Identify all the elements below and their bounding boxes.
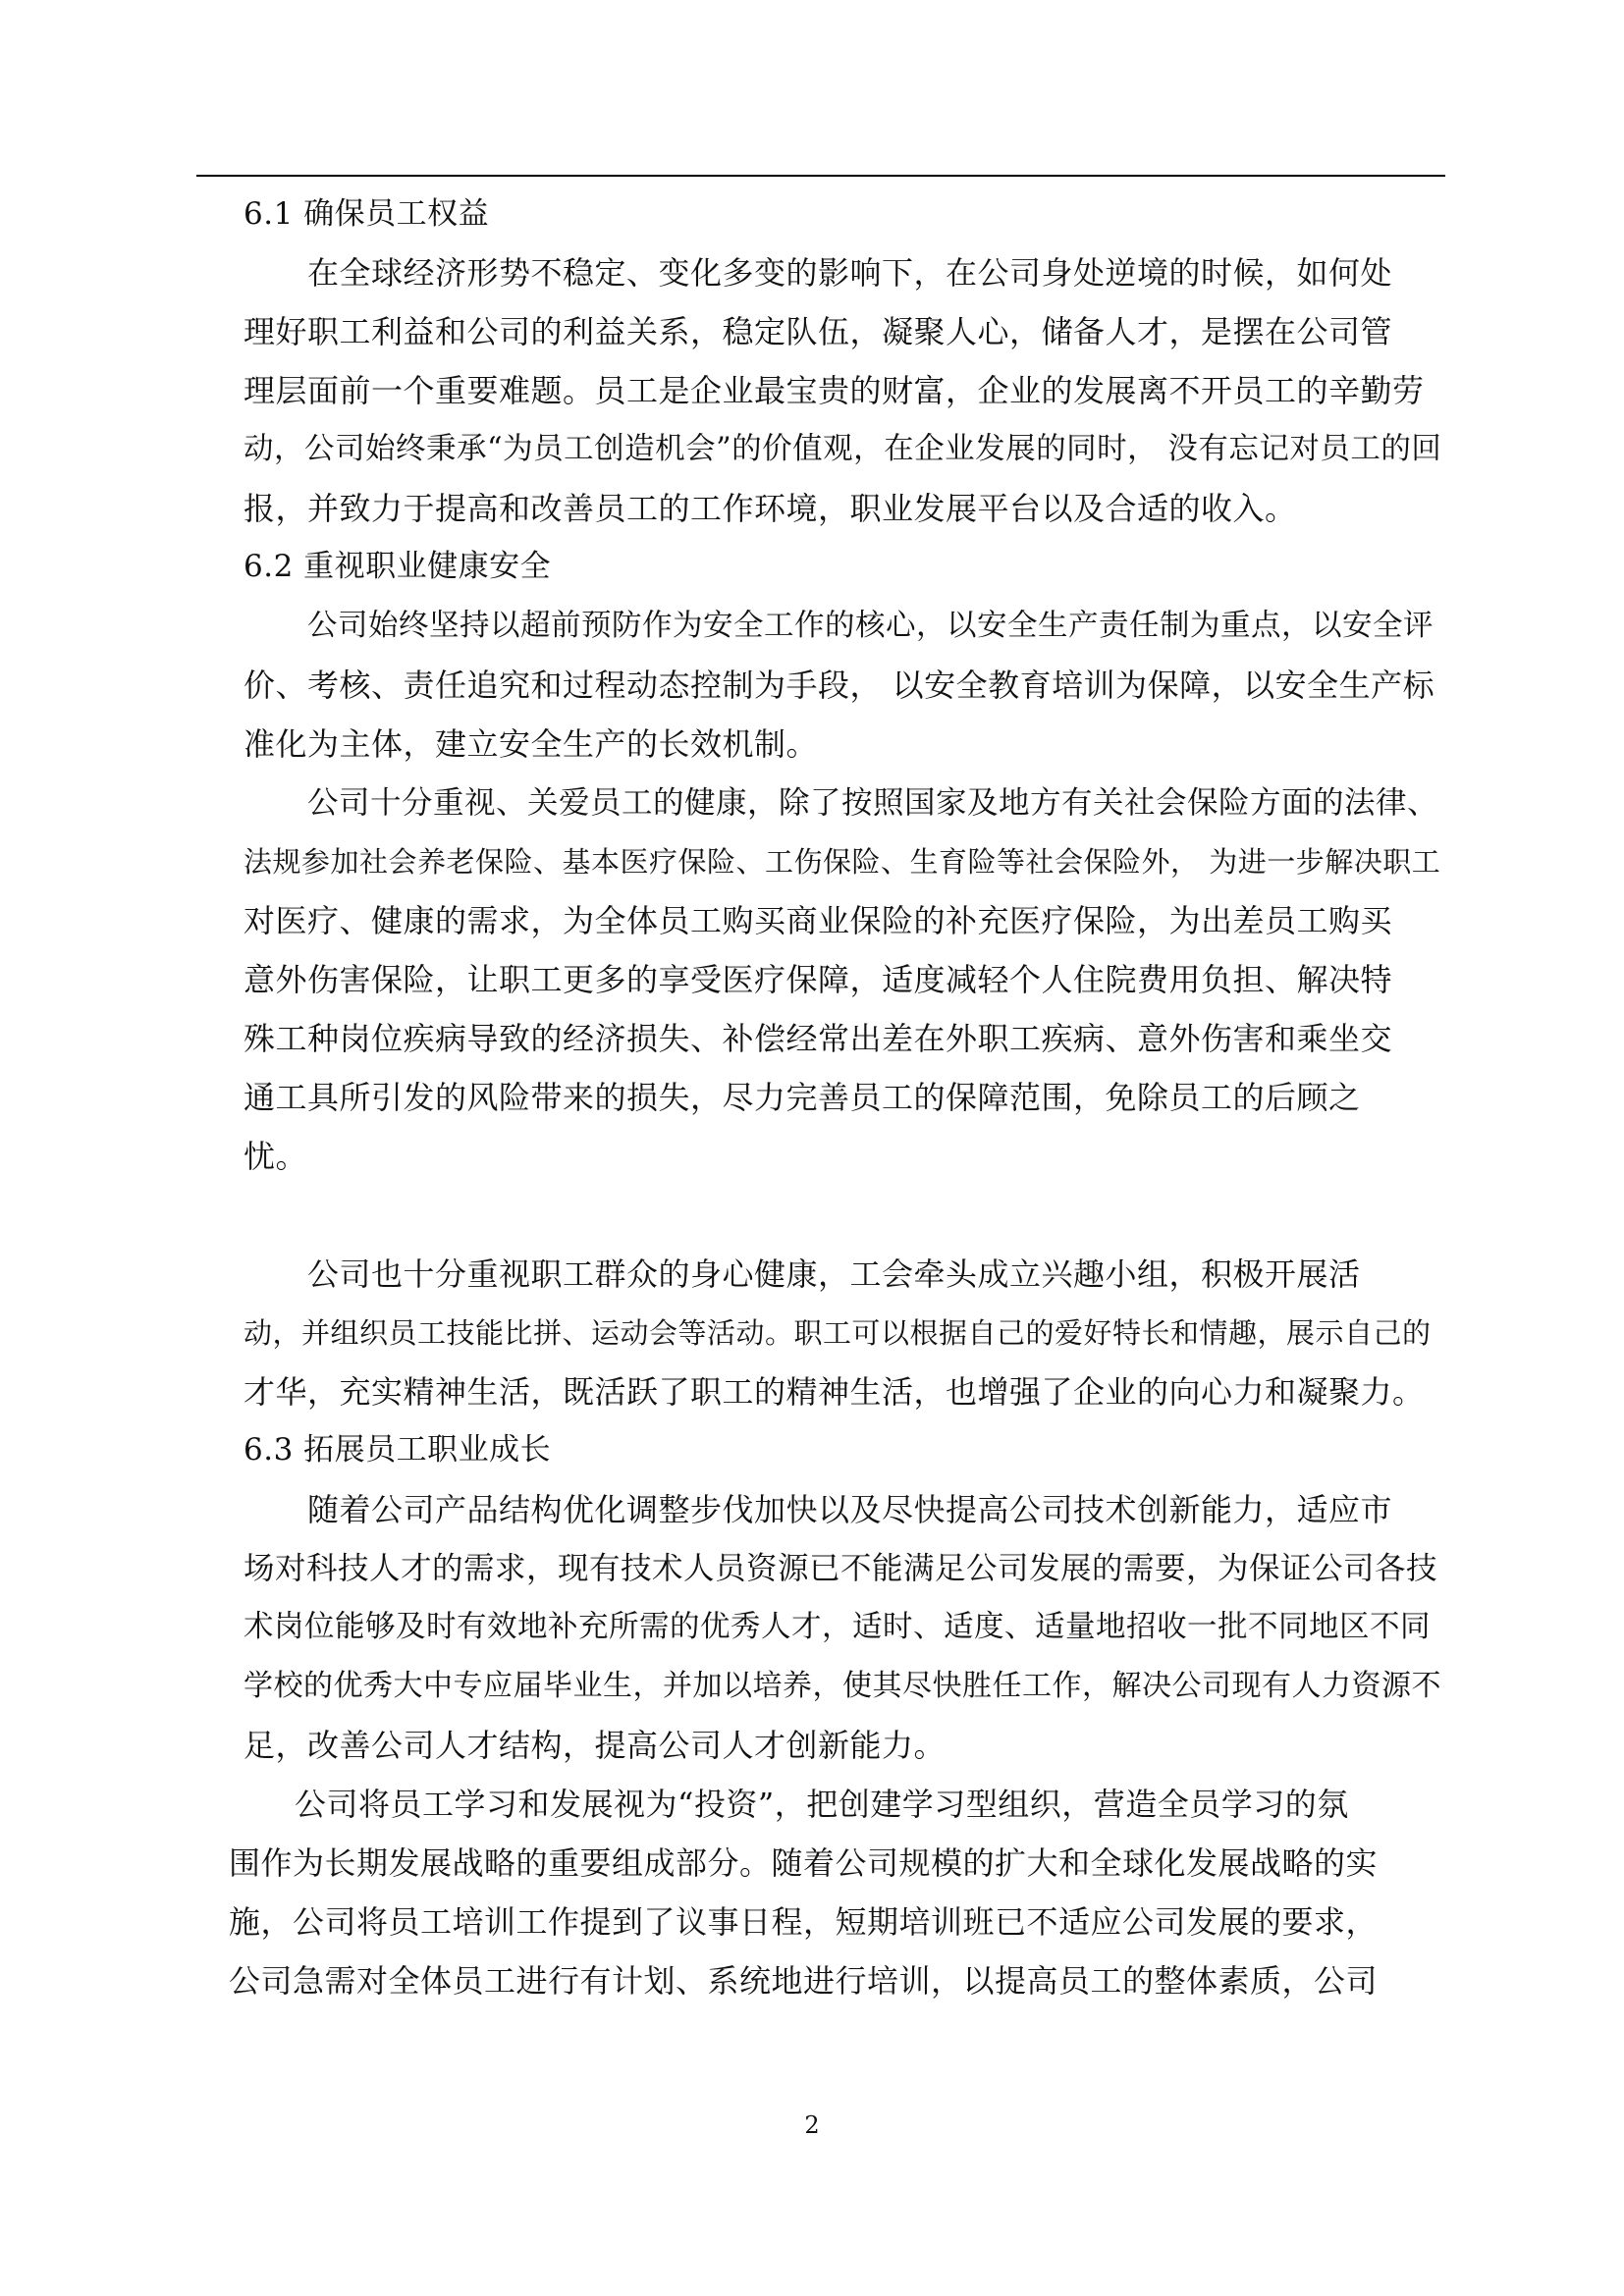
paragraph-line: 术岗位能够及时有效地补充所需的优秀人才，适时、适度、适量地招收一批不同地区不同: [244, 1610, 1431, 1644]
paragraph-line: 忧。: [244, 1138, 308, 1175]
paragraph-line: 殊工种岗位疾病导致的经济损失、补偿经常出差在外职工疾病、意外伤害和乘坐交: [244, 1020, 1393, 1057]
paragraph-line: 通工具所引发的风险带来的损失，尽力完善员工的保障范围，免除员工的后顾之: [244, 1079, 1361, 1116]
paragraph-line: 价、考核、责任追究和过程动态控制为手段， 以安全教育培训为保障，以安全生产标: [244, 667, 1435, 704]
paragraph-line: 学校的优秀大中专应届毕业生，并加以培养，使其尽快胜任工作，解决公司现有人力资源不: [244, 1669, 1441, 1703]
paragraph-line: 法规参加社会养老保险、基本医疗保险、工伤保险、生育险等社会保险外， 为进一步解决职工: [244, 845, 1441, 879]
paragraph-line: 围作为长期发展战略的重要组成部分。随着公司规模的扩大和全球化发展战略的实: [229, 1844, 1379, 1882]
section-heading-6-1: 6.1 确保员工权益: [244, 196, 490, 232]
paragraph-line: 场对科技人才的需求，现有技术人员资源已不能满足公司发展的需要，为保证公司各技: [244, 1551, 1438, 1586]
paragraph-line: 施，公司将员工培训工作提到了议事日程，短期培训班已不适应公司发展的要求，: [229, 1903, 1379, 1941]
paragraph-line: 对医疗、健康的需求，为全体员工购买商业保险的补充医疗保险，为出差员工购买: [244, 902, 1393, 939]
page-number: 2: [804, 2111, 820, 2139]
paragraph-line: 理好职工利益和公司的利益关系，稳定队伍，凝聚人心，储备人才，是摆在公司管: [244, 313, 1393, 350]
paragraph-line: 公司也十分重视职工群众的身心健康，工会牵头成立兴趣小组，积极开展活: [307, 1255, 1361, 1293]
section-heading-6-3: 6.3 拓展员工职业成长: [244, 1432, 552, 1468]
paragraph-line: 公司急需对全体员工进行有计划、系统地进行培训，以提高员工的整体素质，公司: [229, 1962, 1379, 2000]
section-heading-6-2: 6.2 重视职业健康安全: [244, 549, 552, 584]
paragraph-line: 公司将员工学习和发展视为“投资”，把创建学习型组织，营造全员学习的氛: [295, 1786, 1349, 1823]
paragraph-line: 在全球经济形势不稳定、变化多变的影响下，在公司身处逆境的时候，如何处: [307, 254, 1393, 292]
paragraph-line: 报，并致力于提高和改善员工的工作环境，职业发展平台以及合适的收入。: [244, 490, 1297, 527]
paragraph-line: 随着公司产品结构优化调整步伐加快以及尽快提高公司技术创新能力，适应市: [307, 1491, 1393, 1528]
paragraph-line: 动，并组织员工技能比拼、运动会等活动。职工可以根据自己的爱好特长和情趣，展示自己的: [244, 1316, 1432, 1350]
paragraph-line: 动，公司始终秉承“为员工创造机会”的价值观，在企业发展的同时， 没有忘记对员工的回: [244, 432, 1442, 466]
paragraph-line: 理层面前一个重要难题。员工是企业最宝贵的财富，企业的发展离不开员工的辛勤劳: [244, 372, 1425, 409]
paragraph-line: 公司十分重视、关爱员工的健康，除了按照国家及地方有关社会保险方面的法律、: [307, 785, 1439, 821]
paragraph-line: 准化为主体，建立安全生产的长效机制。: [244, 725, 819, 763]
paragraph-line: 才华，充实精神生活，既活跃了职工的精神生活，也增强了企业的向心力和凝聚力。: [244, 1373, 1425, 1411]
document-body: [196, 0, 1445, 2296]
paragraph-line: 公司始终坚持以超前预防作为安全工作的核心，以安全生产责任制为重点，以安全评: [307, 609, 1434, 643]
paragraph-line: 意外伤害保险，让职工更多的享受医疗保障，适度减轻个人住院费用负担、解决特: [244, 961, 1393, 998]
paragraph-line: 足，改善公司人才结构，提高公司人才创新能力。: [244, 1727, 947, 1764]
